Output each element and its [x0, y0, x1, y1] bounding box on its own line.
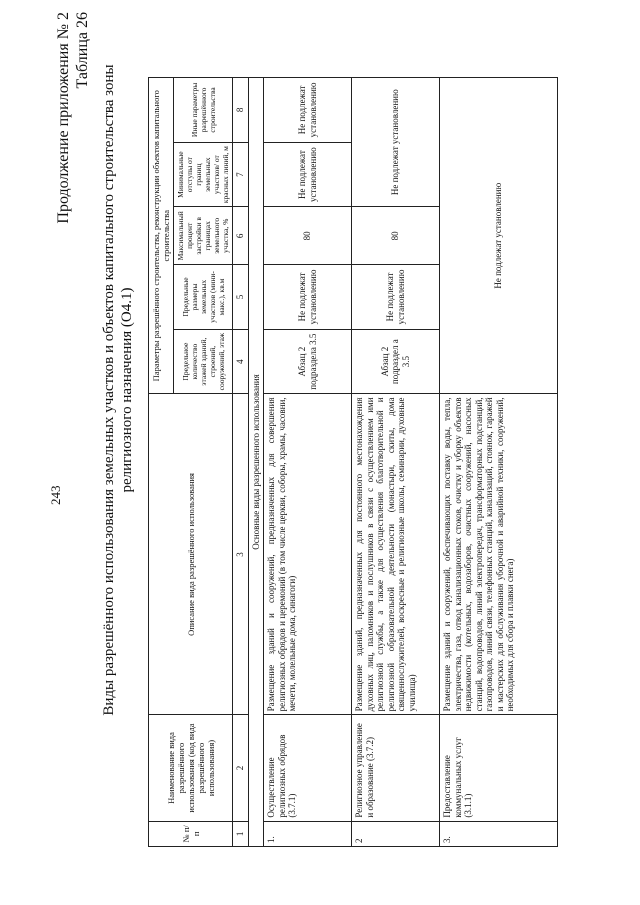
header-num: № п/п — [149, 821, 233, 846]
param-max-floors: Абзац 2 подраздел а 3.5 — [352, 329, 440, 394]
use-type-description: Размещение зданий и сооружений, обеспечивающих поставку воды, тепла, электричества, газа, отвод канализационных стоков, очистку и уборку объектов недвижимости (котельных, водозаборов, очистных сооружений, насосных станций, водопроводов, линий электропередач, трансформаторных подстанций, газопроводов, линий связи, телефонных станций, канализаций, стоянок, гаражей и мастерских для обслуживания уборочной и аварийной техники, сооружений, необходимых для сбора и плавки снега) — [440, 394, 558, 715]
header-description: Описание вида разрешённого использования — [149, 394, 233, 715]
column-number: 8 — [233, 78, 249, 143]
column-number: 1 — [233, 821, 249, 846]
permitted-use-table — [148, 77, 558, 847]
param-build-percent: 80 — [352, 207, 440, 265]
appendix-line: Продолжение приложения № 2 — [55, 12, 72, 224]
param-other: Не подлежат установлению — [264, 78, 352, 143]
column-number: 7 — [233, 142, 249, 207]
column-number: 2 — [233, 715, 249, 821]
header-plot-size: Предельные размеры земельных участков (мини-макс.), кв.м — [174, 265, 233, 330]
column-number: 5 — [233, 265, 249, 330]
table-label: Таблица 26 — [74, 12, 91, 89]
param-max-floors: Абзац 2 подраздела 3.5 — [264, 329, 352, 394]
use-type-name: Осуществление религиозных обрядов (3.7.1) — [264, 715, 352, 821]
param-setbacks-and-other: Не подлежат установлению — [352, 78, 440, 207]
document-title: Виды разрешённого использования земельных участков и объектов капитального строительства зоны религиозного назначения (О4.1) — [101, 64, 135, 716]
header-row — [149, 78, 174, 847]
header-build-percent: Максимальный процент застройки в границах земельного участка, % — [174, 207, 233, 265]
row-number: 3. — [440, 821, 558, 846]
param-plot-size: Не подлежат установлению — [352, 265, 440, 330]
row-number: 1. — [264, 821, 352, 846]
row-number: 2 — [352, 821, 440, 846]
column-number-row — [233, 78, 249, 847]
header-max-floors: Предельное количество этажей зданий, строений, сооружений, этаж — [174, 329, 233, 394]
page-number: 243 — [48, 485, 63, 505]
column-number: 6 — [233, 207, 249, 265]
use-type-name: Предоставление коммунальных услуг (3.1.1) — [440, 715, 558, 821]
column-number: 3 — [233, 394, 249, 715]
header-name: Наименование вида разрешённого использования (код вида разрешённого использования) — [149, 715, 233, 821]
column-number: 4 — [233, 329, 249, 394]
use-type-description: Размещение зданий, предназначенных для постоянного местонахождения духовных лиц, паломников и послушников в связи с осуществлением ими религиозной службы, а также для осуществления благотворительной и религиозной образовательной деятельности (монастыри, скиты, дома священнослужителей, воскресные и религиозные школы, семинарии, духовные училища) — [352, 394, 440, 715]
table-row — [352, 78, 440, 847]
use-type-description: Размещение зданий и сооружений, предназначенных для совершения религиозных обрядов и церемоний (в том числе церкви, соборы, храмы, часовни, мечети, молельные дома, синагоги) — [264, 394, 352, 715]
header-other-params: Иные параметры разрешённого строительства — [174, 78, 233, 143]
use-type-name: Религиозное управление и образование (3.7.2) — [352, 715, 440, 821]
param-min-setbacks: Не подлежат установлению — [264, 142, 352, 207]
header-min-setbacks: Минимальные отступы от границ земельных участков/ от красных линий, м — [174, 142, 233, 207]
param-build-percent: 80 — [264, 207, 352, 265]
table-row — [440, 78, 558, 847]
section-title: Основные виды разрешенного использования — [248, 78, 264, 847]
table-row — [264, 78, 352, 847]
header-params-group: Параметры разрешённого строительства, реконструкции объектов капитального строительства — [149, 78, 174, 394]
params-merged: Не подлежат установлению — [440, 78, 558, 394]
appendix-heading — [54, 12, 92, 224]
section-row — [248, 78, 264, 847]
param-plot-size: Не подлежат установлению — [264, 265, 352, 330]
